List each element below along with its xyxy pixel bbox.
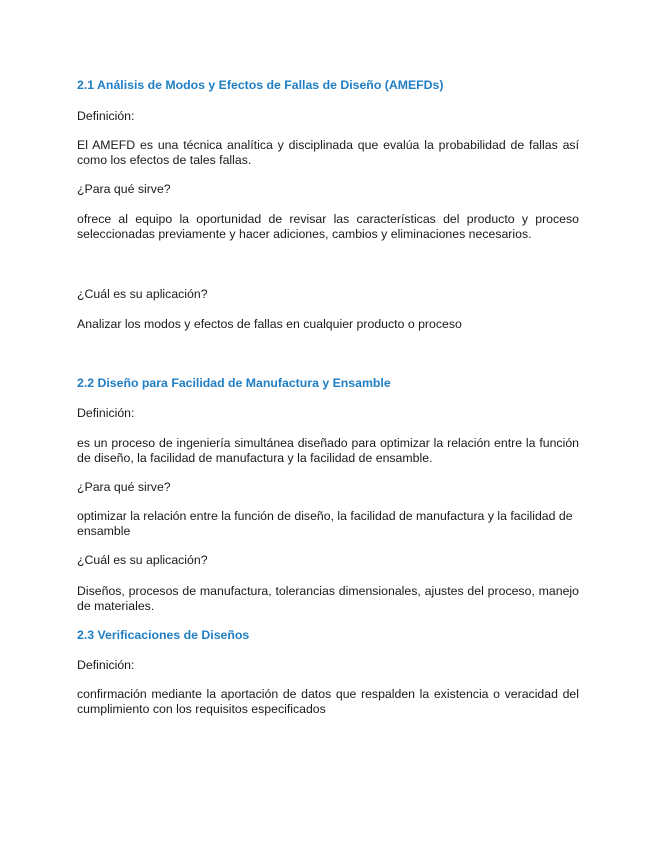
- purpose-label: ¿Para qué sirve?: [77, 480, 171, 494]
- definition-label: Definición:: [77, 406, 135, 420]
- application-label: ¿Cuál es su aplicación?: [77, 553, 208, 567]
- definition-label: Definición:: [77, 109, 135, 123]
- definition-text: El AMEFD es una técnica analítica y disciplinada que evalúa la probabilidad de fallas así como los efectos de tales fallas.: [77, 138, 579, 167]
- application-label: ¿Cuál es su aplicación?: [77, 287, 208, 301]
- application-text: Diseños, procesos de manufactura, tolerancias dimensionales, ajustes del proceso, manejo de materiales.: [77, 584, 579, 613]
- purpose-label: ¿Para qué sirve?: [77, 182, 171, 196]
- application-text: Analizar los modos y efectos de fallas en cualquier producto o proceso: [77, 317, 462, 331]
- definition-text: confirmación mediante la aportación de datos que respalden la existencia o veracidad del cumplimiento con los requisitos especificados: [77, 687, 579, 716]
- section-heading-2-1: 2.1 Análisis de Modos y Efectos de Fallas de Diseño (AMEFDs): [77, 78, 444, 92]
- definition-text: es un proceso de ingeniería simultánea diseñado para optimizar la relación entre la función de diseño, la facilidad de manufactura y la facilidad de ensamble.: [77, 436, 579, 465]
- section-heading-2-3: 2.3 Verificaciones de Diseños: [77, 628, 250, 642]
- definition-label: Definición:: [77, 658, 135, 672]
- section-heading-2-2: 2.2 Diseño para Facilidad de Manufactura y Ensamble: [77, 376, 391, 390]
- purpose-text: optimizar la relación entre la función de diseño, la facilidad de manufactura y la facilidad de ensamble: [77, 509, 573, 538]
- purpose-text: ofrece al equipo la oportunidad de revisar las características del producto y proceso seleccionadas previamente y hacer adiciones, cambios y eliminaciones necesarios.: [77, 212, 579, 241]
